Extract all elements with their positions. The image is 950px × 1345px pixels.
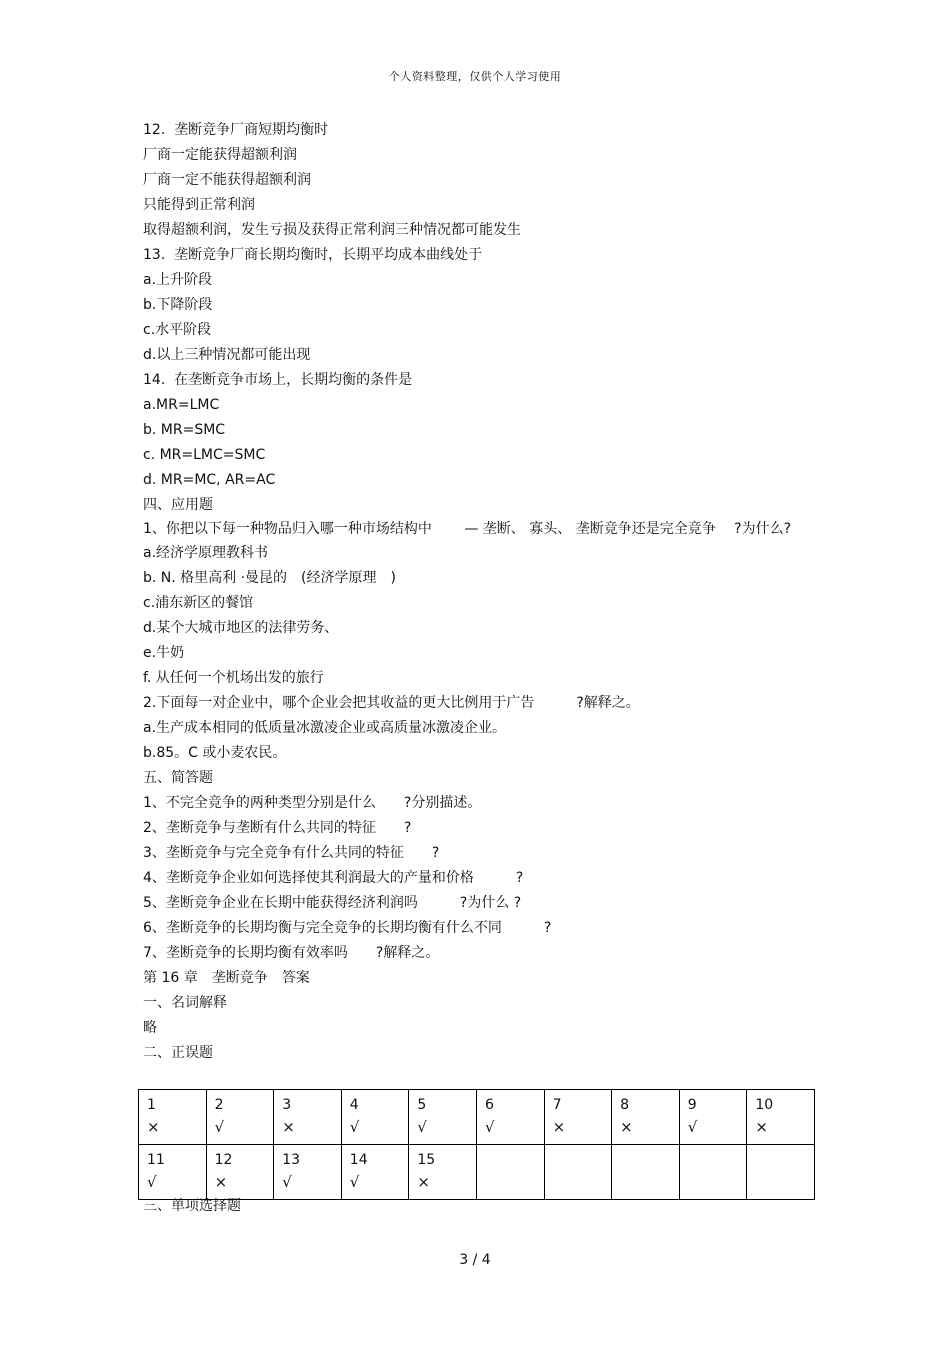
text-line: 14. 在垄断竞争市场上，长期均衡的条件是 (143, 372, 413, 388)
table-cell: 3 × (274, 1090, 342, 1145)
text-line: a.MR=LMC (143, 397, 220, 413)
text-line: c.水平阶段 (143, 322, 212, 338)
text-line: 13. 垄断竞争厂商长期均衡时，长期平均成本曲线处于 (143, 247, 483, 263)
text-line: c.浦东新区的餐馆 (143, 595, 254, 611)
text-line: 取得超额利润，发生亏损及获得正常利润三种情况都可能发生 (143, 222, 521, 238)
section-heading: 四、应用题 (143, 497, 213, 513)
text-line: 略 (143, 1020, 157, 1036)
text-line: 12. 垄断竞争厂商短期均衡时 (143, 122, 329, 138)
page-header: 个人资料整理，仅供个人学习使用 (388, 70, 562, 83)
text-line: b.85。C 或小麦农民。 (143, 745, 287, 761)
table-cell: 6 √ (476, 1090, 544, 1145)
table-cell (747, 1145, 815, 1200)
text-line: f. 从任何一个机场出发的旅行 (143, 670, 324, 686)
text-line: 2.下面每一对企业中，哪个企业会把其收益的更大比例用于广告 ?解释之。 (143, 695, 640, 711)
table-cell: 12 × (206, 1145, 274, 1200)
section-heading: 五、简答题 (143, 770, 213, 786)
text-line: 5、垄断竞争企业在长期中能获得经济利润吗 ?为什么 ? (143, 895, 522, 911)
document-body (143, 118, 813, 1066)
text-line: b. MR=SMC (143, 422, 226, 438)
text-line: b.下降阶段 (143, 297, 213, 313)
text-line: 1、不完全竞争的两种类型分别是什么 ?分别描述。 (143, 795, 482, 811)
text-line: 4、垄断竞争企业如何选择使其利润最大的产量和价格 ? (143, 870, 524, 886)
text-line: a.上升阶段 (143, 272, 213, 288)
text-line: d. MR=MC, AR=AC (143, 472, 276, 488)
table-cell: 7 × (544, 1090, 612, 1145)
text-line: c. MR=LMC=SMC (143, 447, 266, 463)
text-line: e.牛奶 (143, 645, 185, 661)
table-cell: 9 √ (679, 1090, 747, 1145)
table-cell (544, 1145, 612, 1200)
table-cell: 13 √ (274, 1145, 342, 1200)
text-line: 3、垄断竞争与完全竞争有什么共同的特征 ? (143, 845, 440, 861)
chapter-heading: 第 16 章 垄断竞争 答案 (143, 970, 310, 986)
section-heading: 二、正误题 (143, 1045, 213, 1061)
answer-table (138, 1089, 815, 1200)
text-line: d.某个大城市地区的法律劳务、 (143, 620, 339, 636)
section-heading: 一、名词解释 (143, 995, 227, 1011)
text-line: d.以上三种情况都可能出现 (143, 347, 311, 363)
table-cell: 2 √ (206, 1090, 274, 1145)
table-cell: 1 × (139, 1090, 207, 1145)
table-row (139, 1145, 815, 1200)
text-line: 7、垄断竞争的长期均衡有效率吗 ?解释之。 (143, 945, 440, 961)
text-line: 厂商一定不能获得超额利润 (143, 172, 311, 188)
text-line: a.经济学原理教科书 (143, 545, 269, 561)
question-text: 1、你把以下每一种物品归入哪一种市场结构中 — 垄断、 寡头、 垄断竞争还是完全竞争 ?为什么? (143, 521, 792, 537)
text-line: 6、垄断竞争的长期均衡与完全竞争的长期均衡有什么不同 ? (143, 920, 552, 936)
table-cell: 5 √ (409, 1090, 477, 1145)
table-cell: 14 √ (341, 1145, 409, 1200)
text-line: b. N. 格里高利 ·曼昆的 (经济学原理 ) (143, 570, 396, 586)
table-cell (476, 1145, 544, 1200)
text-line: 只能得到正常利润 (143, 197, 255, 213)
text-line: a.生产成本相同的低质量冰激凌企业或高质量冰激凌企业。 (143, 720, 507, 736)
table-cell: 15 × (409, 1145, 477, 1200)
text-line: 厂商一定能获得超额利润 (143, 147, 297, 163)
table-cell: 4 √ (341, 1090, 409, 1145)
table-row (139, 1090, 815, 1145)
section-heading: 三、单项选择题 (143, 1198, 241, 1214)
page-number: 3 / 4 (459, 1252, 491, 1268)
table-cell (612, 1145, 680, 1200)
text-line: 2、垄断竞争与垄断有什么共同的特征 ? (143, 820, 412, 836)
table-cell: 10 × (747, 1090, 815, 1145)
table-cell (679, 1145, 747, 1200)
table-cell: 8 × (612, 1090, 680, 1145)
table-cell: 11 √ (139, 1145, 207, 1200)
